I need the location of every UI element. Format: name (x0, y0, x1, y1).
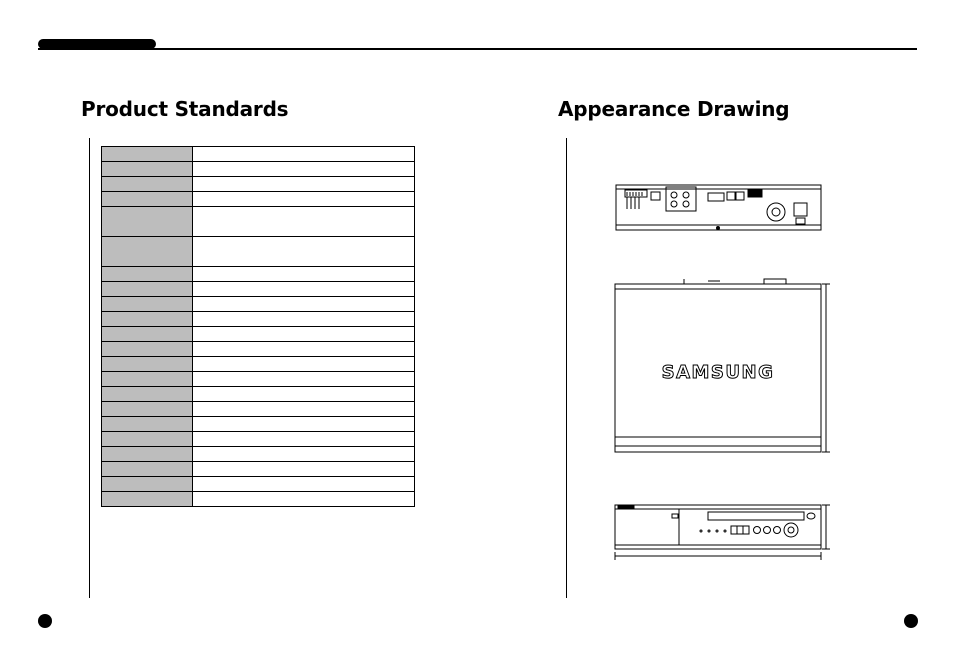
spec-label-cell (102, 237, 193, 267)
spec-label-cell (102, 417, 193, 432)
front-button-cluster (731, 526, 749, 534)
front-knob-2 (764, 527, 771, 534)
eject-button (807, 513, 815, 519)
table-row (102, 162, 415, 177)
right-margin-line (566, 138, 567, 598)
spec-label-cell (102, 162, 193, 177)
spec-value-cell (193, 192, 415, 207)
spec-value-cell (193, 177, 415, 192)
spec-value-cell (193, 372, 415, 387)
product-standards-table (101, 146, 415, 507)
table-row (102, 372, 415, 387)
spec-value-cell (193, 447, 415, 462)
spec-label-cell (102, 462, 193, 477)
cooling-fan (767, 203, 785, 221)
spec-label-cell (102, 192, 193, 207)
table-row (102, 432, 415, 447)
spec-label-cell (102, 477, 193, 492)
samsung-logo: SAMSUNG (661, 362, 775, 383)
spec-value-cell (193, 432, 415, 447)
header-rule (38, 48, 917, 50)
av-connector-group (666, 187, 696, 211)
spec-label-cell (102, 327, 193, 342)
product-standards-title: Product Standards (81, 97, 289, 121)
spec-label-cell (102, 342, 193, 357)
spec-value-cell (193, 357, 415, 372)
table-row (102, 237, 415, 267)
network-port (651, 192, 660, 200)
table-row (102, 402, 415, 417)
spec-value-cell (193, 402, 415, 417)
power-inlet (794, 203, 807, 216)
spec-label-cell (102, 207, 193, 237)
table-row (102, 192, 415, 207)
spec-label-cell (102, 492, 193, 507)
table-row (102, 312, 415, 327)
table-row (102, 342, 415, 357)
spec-label-cell (102, 387, 193, 402)
spec-label-cell (102, 312, 193, 327)
spec-label-cell (102, 402, 193, 417)
spec-value-cell (193, 162, 415, 177)
spec-value-cell (193, 462, 415, 477)
spec-value-cell (193, 492, 415, 507)
table-row (102, 492, 415, 507)
power-switch (796, 218, 805, 224)
page-dot-left (38, 614, 52, 628)
top-view-rear-bump (764, 279, 786, 284)
spec-label-cell (102, 177, 193, 192)
table-row (102, 327, 415, 342)
spec-value-cell (193, 267, 415, 282)
spec-value-cell (193, 237, 415, 267)
table-row (102, 147, 415, 162)
spec-label-cell (102, 357, 193, 372)
table-row (102, 357, 415, 372)
spec-label-cell (102, 267, 193, 282)
spec-value-cell (193, 282, 415, 297)
jog-shuttle-dial (784, 523, 798, 537)
table-row (102, 462, 415, 477)
disc-tray (708, 512, 804, 520)
table-row (102, 387, 415, 402)
spec-value-cell (193, 477, 415, 492)
table-row (102, 447, 415, 462)
spec-value-cell (193, 417, 415, 432)
table-row (102, 267, 415, 282)
usb-port-a (727, 192, 735, 200)
spec-value-cell (193, 327, 415, 342)
appearance-drawing-title: Appearance Drawing (558, 97, 790, 121)
front-brand-badge (618, 506, 634, 509)
spec-value-cell (193, 342, 415, 357)
scsi-port (748, 190, 762, 197)
usb-port-b (736, 192, 744, 200)
page-dot-right (904, 614, 918, 628)
table-row (102, 282, 415, 297)
spec-label-cell (102, 297, 193, 312)
spec-label-cell (102, 372, 193, 387)
spec-value-cell (193, 312, 415, 327)
serial-port (708, 193, 724, 201)
spec-value-cell (193, 207, 415, 237)
spec-label-cell (102, 282, 193, 297)
front-knob-3 (774, 527, 781, 534)
table-row (102, 297, 415, 312)
appearance-drawings (600, 175, 840, 570)
spec-label-cell (102, 147, 193, 162)
left-margin-line (89, 138, 90, 598)
table-row (102, 177, 415, 192)
spec-value-cell (193, 387, 415, 402)
table-row (102, 207, 415, 237)
spec-label-cell (102, 432, 193, 447)
front-panel-drawing (615, 505, 830, 560)
table-row (102, 477, 415, 492)
rear-panel-drawing (616, 185, 821, 230)
spec-label-cell (102, 447, 193, 462)
table-row (102, 417, 415, 432)
spec-value-cell (193, 297, 415, 312)
front-knob-1 (754, 527, 761, 534)
spec-value-cell (193, 147, 415, 162)
